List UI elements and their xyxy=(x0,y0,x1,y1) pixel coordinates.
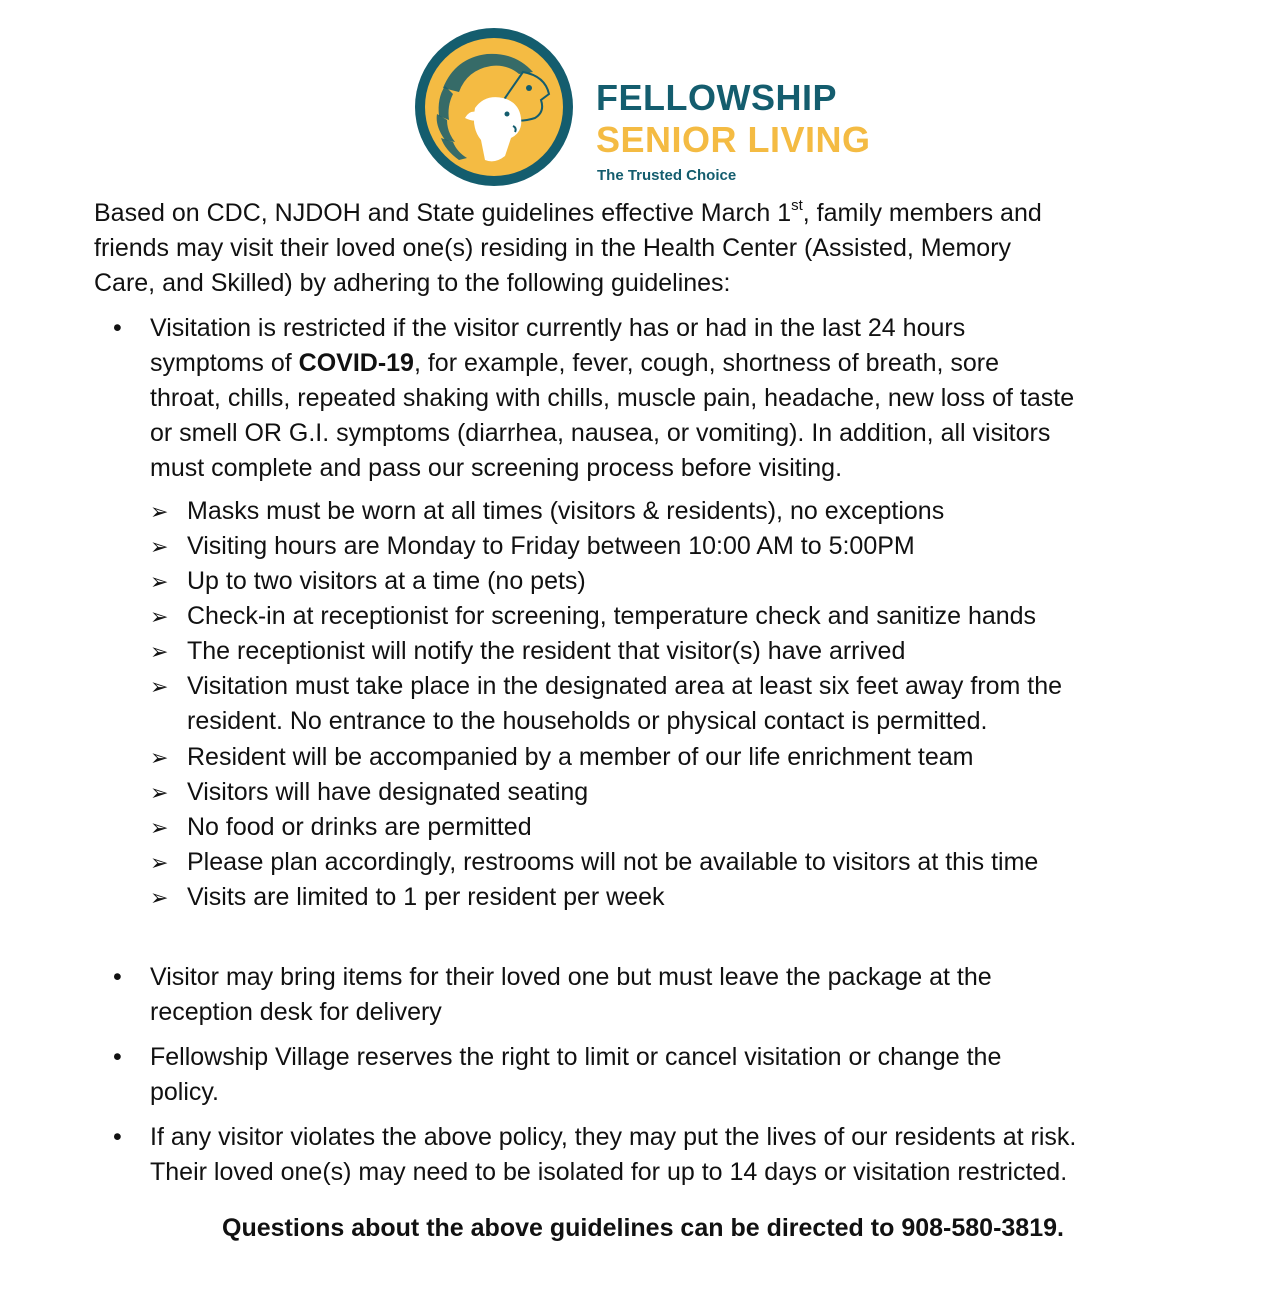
contact-footer: Questions about the above guidelines can be directed to 908-580-3819. xyxy=(222,1214,1064,1242)
intro-line: Care, and Skilled) by adhering to the following guidelines: xyxy=(94,269,731,297)
bullet-icon: • xyxy=(113,314,122,342)
intro-paragraph xyxy=(94,196,1244,301)
bullet-item-policy-violation: If any visitor violates the above policy, they may put the lives of our residents at risk. Their loved one(s) may need to be isolated for up to 14 days or visitation restricted. xyxy=(150,1123,1077,1186)
sub-item: Visiting hours are Monday to Friday between 10:00 AM to 5:00PM xyxy=(187,532,915,560)
sub-item: No food or drinks are permitted xyxy=(187,813,532,841)
brand-name-line1: FELLOWSHIP xyxy=(596,77,837,118)
superscript-st: st xyxy=(791,196,803,214)
arrow-bullet-icon: ➢ xyxy=(150,639,169,664)
arrow-bullet-icon: ➢ xyxy=(150,499,169,524)
sub-item: Visitation must take place in the designated area at least six feet away from the xyxy=(187,672,1063,700)
arrow-bullet-icon: ➢ xyxy=(150,780,169,805)
sub-item: The receptionist will notify the resident that visitor(s) have arrived xyxy=(187,637,906,665)
arrow-bullet-icon: ➢ xyxy=(150,674,169,699)
sub-item-continuation: resident. No entrance to the households or physical contact is permitted. xyxy=(187,707,988,735)
brand-tagline: The Trusted Choice xyxy=(597,167,737,184)
sub-item: Up to two visitors at a time (no pets) xyxy=(187,567,586,595)
arrow-bullet-icon: ➢ xyxy=(150,745,169,770)
bullet-icon: • xyxy=(113,1123,122,1151)
sub-item: Visitors will have designated seating xyxy=(187,778,589,806)
bullet-icon: • xyxy=(113,963,122,991)
lion-and-lamb-logo-icon xyxy=(415,28,573,186)
bullet-item-bring-items: Visitor may bring items for their loved one but must leave the package at the reception desk for delivery xyxy=(150,963,992,1026)
arrow-bullet-icon: ➢ xyxy=(150,850,169,875)
arrow-bullet-icon: ➢ xyxy=(150,604,169,629)
arrow-bullet-icon: ➢ xyxy=(150,569,169,594)
sub-item: Please plan accordingly, restrooms will not be available to visitors at this time xyxy=(187,848,1039,876)
sub-item: Visits are limited to 1 per resident per week xyxy=(187,883,665,911)
arrow-bullet-icon: ➢ xyxy=(150,534,169,559)
intro-line: friends may visit their loved one(s) residing in the Health Center (Assisted, Memory xyxy=(94,234,1012,262)
sub-item: Masks must be worn at all times (visitors & residents), no exceptions xyxy=(187,497,945,525)
covid-emphasis: COVID-19 xyxy=(298,349,414,377)
bullet-icon: • xyxy=(113,1043,122,1071)
sub-item: Resident will be accompanied by a member of our life enrichment team xyxy=(187,743,974,771)
brand-logo xyxy=(415,28,875,188)
arrow-bullet-icon: ➢ xyxy=(150,815,169,840)
bullet-item-visitation-restricted: Visitation is restricted if the visitor currently has or had in the last 24 hours symptoms of COVID-19, for example, fever, cough, shortness of breath, sore throat, chills, repeated shaking with chills, muscle pain, headache, new loss of taste or smell OR G.I. symptoms (diarrhea, nausea, or vomiting). In addition, all visitors must complete and pass our screening process before visiting. xyxy=(150,314,1075,482)
bullet-item-reserves-right: Fellowship Village reserves the right to limit or cancel visitation or change the policy. xyxy=(150,1043,1002,1106)
intro-line: Based on CDC, NJDOH and State guidelines effective March 1st, family members and xyxy=(94,196,1042,227)
brand-name-line2: SENIOR LIVING xyxy=(596,119,871,160)
sub-item: Check-in at receptionist for screening, temperature check and sanitize hands xyxy=(187,602,1037,630)
arrow-bullet-icon: ➢ xyxy=(150,885,169,910)
